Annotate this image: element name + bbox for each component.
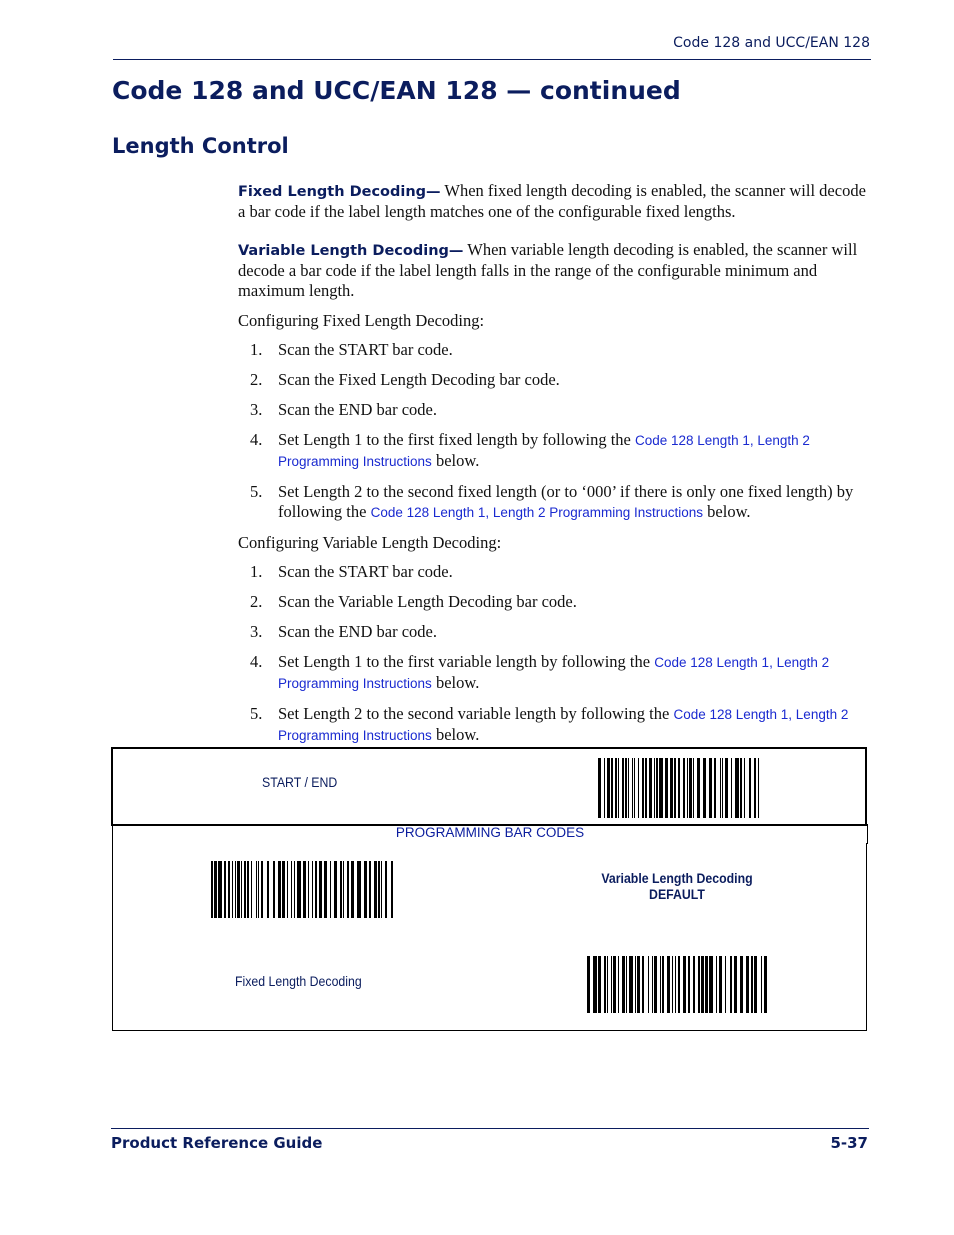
step-text-after: below. (431, 451, 480, 470)
step-number: 1. (250, 562, 263, 581)
fixed-length-barcode[interactable] (587, 956, 769, 1013)
step-text-after: below. (431, 673, 480, 692)
step-text-after: below. (703, 502, 751, 521)
step-text: Set Length 1 to the first variable length by following the (278, 652, 655, 671)
step-number: 4. (250, 430, 263, 449)
step-text: Scan the END bar code. (278, 400, 437, 419)
list-item (238, 340, 870, 360)
list-item (238, 622, 870, 642)
variable-length-barcode[interactable] (211, 861, 393, 918)
variable-steps-list (238, 562, 870, 746)
step-text: Scan the Fixed Length Decoding bar code. (278, 370, 560, 389)
step-text: Scan the END bar code. (278, 622, 437, 641)
step-text: Scan the START bar code. (278, 562, 453, 581)
step-number: 2. (250, 592, 263, 611)
programming-instructions-link[interactable]: Code 128 Length 1, Length 2 Programming Instructions (278, 655, 830, 691)
fixed-steps-list (238, 340, 870, 523)
fixed-length-barcode-label: Fixed Length Decoding (235, 973, 362, 989)
variable-intro: Configuring Variable Length Decoding: (238, 533, 502, 552)
step-number: 5. (250, 482, 263, 501)
variable-length-text: When variable length decoding is enabled, the scanner will decode a bar code if the label length falls in the range of the configurable minimum and maximum length. (238, 240, 858, 300)
running-header: Code 128 and UCC/EAN 128 (673, 35, 870, 51)
step-number: 4. (250, 652, 263, 671)
variable-length-barcode-label (600, 870, 754, 902)
variable-length-label: Variable Length Decoding (601, 870, 753, 886)
list-item (238, 652, 870, 694)
step-text: Set Length 1 to the first fixed length by following the (278, 430, 635, 449)
list-item (238, 704, 870, 746)
programming-instructions-link[interactable]: Code 128 Length 1, Length 2 Programming Instructions (278, 707, 849, 743)
list-item (238, 430, 870, 472)
header-rule (113, 59, 871, 60)
step-text: Scan the START bar code. (278, 340, 453, 359)
variable-length-term: Variable Length Decoding— (238, 243, 464, 259)
footer-guide-title: Product Reference Guide (111, 1134, 323, 1152)
variable-length-row (112, 843, 867, 936)
step-text-after: below. (431, 725, 480, 744)
footer-rule (111, 1128, 869, 1129)
variable-length-paragraph (238, 240, 870, 301)
fixed-length-paragraph (238, 181, 870, 222)
programming-bar-codes-caption: PROGRAMMING BAR CODES (112, 824, 868, 844)
list-item (238, 592, 870, 612)
fixed-length-row (112, 935, 867, 1031)
start-end-label: START / END (262, 774, 338, 790)
start-end-box (111, 747, 867, 826)
step-text: Scan the Variable Length Decoding bar code. (278, 592, 577, 611)
step-number: 3. (250, 400, 263, 419)
page-title: Code 128 and UCC/EAN 128 — continued (112, 76, 681, 105)
body-column (238, 181, 870, 756)
step-text: Set Length 2 to the second variable length by following the (278, 704, 674, 723)
programming-instructions-link[interactable]: Code 128 Length 1, Length 2 Programming Instructions (278, 433, 810, 469)
start-end-barcode[interactable] (598, 758, 761, 818)
programming-instructions-link[interactable]: Code 128 Length 1, Length 2 Programming Instructions (370, 505, 704, 520)
section-title: Length Control (112, 134, 289, 158)
step-number: 5. (250, 704, 263, 723)
step-number: 1. (250, 340, 263, 359)
step-number: 2. (250, 370, 263, 389)
fixed-length-term: Fixed Length Decoding— (238, 184, 441, 200)
list-item (238, 482, 870, 523)
fixed-length-text: When fixed length decoding is enabled, the scanner will decode a bar code if the label length matches one of the configurable fixed lengths. (238, 181, 866, 221)
step-text: Set Length 2 to the second fixed length (or to ‘000’ if there is only one fixed length) by following the (278, 482, 854, 521)
default-label: DEFAULT (649, 886, 705, 902)
list-item (238, 370, 870, 390)
page-number: 5-37 (830, 1134, 868, 1152)
list-item (238, 400, 870, 420)
list-item (238, 562, 870, 582)
fixed-intro: Configuring Fixed Length Decoding: (238, 311, 485, 330)
step-number: 3. (250, 622, 263, 641)
